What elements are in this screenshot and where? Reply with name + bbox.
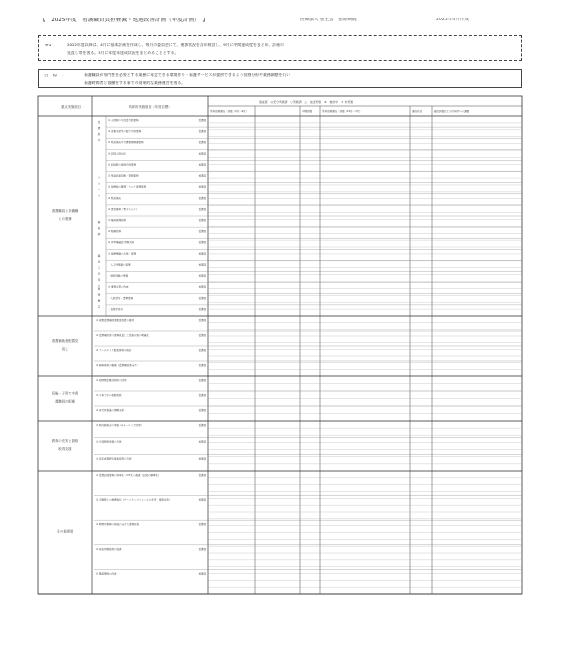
item-text: ・透析回路の準備	[108, 274, 129, 278]
dept-tag: 看護部	[198, 196, 206, 200]
item-text: ② 子育て中の夜勤免除	[96, 394, 122, 397]
item-text: ⑤ 職場環境の改善	[96, 572, 117, 576]
sub-label: 職	[97, 299, 101, 303]
item-text: ④ 有給休暇取得の促進	[96, 547, 122, 551]
sub-label: 剤	[97, 227, 101, 230]
dept-tag: 看護部	[198, 185, 206, 189]
page-title: 【 2025年度 看護職員負担軽減・処遇改善計画（年度計画） 】	[40, 18, 209, 23]
item-text: ① 入院時の生活看介助業務	[108, 119, 139, 122]
dept-tag: 看護部	[198, 394, 206, 397]
item-text: ③ 認定看護師等資格取得の支援	[96, 457, 132, 461]
item-text: ③ 物品補充	[108, 196, 122, 200]
dept-tag: 看護部	[198, 440, 206, 444]
dept-tag: 看護部	[198, 364, 206, 367]
header-legend: 達成度 ◎充分実施済 ○実施済 △ ほぼ実施 ⑥ 検討中 ✕ 未実施	[259, 100, 354, 104]
sub-label: 学	[97, 272, 101, 276]
item-text: ② 食事支援等の配下介助業務	[108, 130, 142, 134]
item-text: ② 多職種との連携強化（チームカンファレンスの充実・情報共有）	[96, 498, 172, 502]
dept-tag: 看護部	[198, 285, 206, 289]
dept-tag: 看護部	[198, 307, 206, 311]
dept-tag: 看護部	[198, 457, 206, 461]
dept-tag: 看護部	[198, 349, 206, 352]
group-label: その他事項	[56, 529, 74, 534]
item-text: ③ 育児休業後の復職支援	[96, 409, 125, 412]
item-text: ② 看護補助者の業務見直しと役割分担の明確化	[96, 334, 150, 337]
notice-line-1: 2022年度以降は、4月に基本計画を作成し、毎月の委員会にて、進捗状況を含め検討し、9月に中間達成度をまとめ、計画の	[67, 43, 284, 47]
dept-tag: 看護部	[198, 263, 206, 267]
organization-name: 医療法人 慈生会 慈原病院	[300, 18, 357, 22]
item-text: ③ 時間外勤務の削減に向けた業務改善	[96, 523, 140, 527]
item-text: ① 短時間正職員制度の活用	[96, 379, 127, 382]
sub-label: 事	[97, 287, 101, 291]
sub-label: 務	[97, 293, 101, 297]
group-label: 教育の充実と資格	[51, 439, 79, 443]
item-text: ① 薬剤管理指導	[108, 219, 127, 222]
group-label: 看護職員と多職種	[51, 209, 79, 213]
sub-label: 員	[97, 305, 101, 309]
item-text: ③ 物品補充や介護業務関連業務	[108, 141, 144, 145]
sub-label: 護	[97, 127, 101, 130]
dept-tag: 看護部	[198, 334, 206, 337]
dept-tag: 看護部	[198, 141, 206, 145]
dept-tag: 看護部	[198, 130, 206, 134]
dept-tag: 看護部	[198, 174, 206, 178]
group-label: 護職員の配慮	[55, 399, 75, 404]
item-text: ③ 持参薬確認 情報共有	[108, 241, 135, 245]
item-text: ⑤ 回診時の医師介助業務	[108, 163, 137, 167]
group-label: 看護補助者配置見	[51, 339, 79, 343]
dept-tag: 看護部	[198, 572, 206, 576]
dept-tag: 看護部	[198, 163, 206, 167]
sub-label: 師	[97, 233, 101, 236]
dept-tag: 看護部	[198, 219, 206, 222]
table-frame	[38, 96, 522, 594]
dept-tag: 看護部	[198, 152, 206, 156]
sub-label: 看	[97, 121, 101, 124]
dept-tag: 看護部	[198, 252, 206, 256]
sub-label: 助	[97, 133, 101, 136]
dept-tag: 看護部	[198, 296, 206, 300]
sub-label: 床	[97, 260, 101, 264]
item-text: ② 服薬指導	[108, 230, 122, 234]
sub-label: ク	[97, 194, 101, 198]
item-text: ① 夜間看護補助者配置加算の維持	[96, 319, 135, 322]
dept-tag: 看護部	[198, 424, 206, 427]
item-text: ① 院内研修会の実施（eラーニング活用）	[96, 424, 144, 427]
group-label: 直し	[61, 347, 69, 351]
item-text: ③ ナースエイド配置体制の検討	[96, 349, 132, 352]
item-text: ④ 研修体制の整備（看護補助者向け）	[96, 364, 140, 367]
sub-label: 臨	[97, 254, 101, 258]
group-label: 取得支援	[58, 447, 72, 451]
goal-label: 目 標 ：	[44, 74, 66, 78]
header-q4: 達成状況	[412, 110, 423, 113]
sub-label: 手	[97, 139, 101, 142]
goal-line-1: 看護職員が専門性を必要とする業務に専念できる環境作り・看護サービスが提供できるよう役割分担や業務調整を行い	[84, 73, 291, 77]
dept-tag: 看護部	[198, 241, 206, 245]
dept-tag: 看護部	[198, 230, 206, 234]
sub-label: ラ	[97, 182, 101, 186]
sub-label: ク	[97, 176, 101, 180]
notice-label: ※1	[45, 44, 52, 48]
dept-tag: 看護部	[198, 409, 206, 412]
header-q3: 具体目標達成・評価（10月〜3月）	[322, 110, 362, 113]
dept-tag: 看護部	[198, 319, 206, 322]
item-text: ① 事務文書の作成	[108, 285, 129, 289]
item-text: ① 看護記録業務の効率化・ICT化の推進（記録の標準化）	[96, 474, 161, 477]
dept-tag: 看護部	[198, 274, 206, 278]
item-text: ② 外部研修受講の支援	[96, 440, 122, 444]
sub-label: 薬	[97, 221, 101, 224]
item-text: ・各種手続き	[108, 307, 124, 311]
item-text: ① 検査結果印刷・書類業務	[108, 174, 139, 178]
dept-tag: 看護部	[198, 119, 206, 122]
dept-tag: 看護部	[198, 474, 206, 477]
item-text: ② 診療録の整理・カルテ管理業務	[108, 185, 147, 189]
group-label: 妊娠・子育て中看	[51, 391, 79, 396]
item-text: 人工呼吸器の管理	[108, 263, 131, 267]
sub-label: 士	[97, 284, 101, 288]
header-q1: 具体目標達成・評価（4月〜9月）	[210, 110, 249, 113]
dept-tag: 看護部	[198, 207, 206, 211]
header-content: 具体的実施項目（年度目標）	[128, 105, 172, 109]
created-date: 2025年4月作成	[436, 18, 469, 22]
dept-tag: 看護部	[198, 379, 206, 382]
group-label: との業務	[58, 217, 72, 221]
sub-label: 技	[97, 278, 101, 282]
dept-tag: 看護部	[198, 547, 206, 551]
item-text: ① 医療機器の点検・管理	[108, 252, 137, 256]
item-text: ④ 患者誘導（電子カルテ）	[108, 207, 139, 211]
goal-line-2: 看護時間者と協働をする事での効果的な業務運営を図る。	[84, 81, 186, 85]
sub-label: ー	[97, 188, 101, 192]
sub-label: 工	[97, 266, 101, 270]
dept-tag: 看護部	[198, 523, 206, 527]
item-text: ④ 訪問入院対応	[108, 152, 127, 156]
item-text: ・入院受付・書類業務	[108, 296, 134, 300]
header-category: 重点実施項目	[61, 105, 81, 109]
header-q2: 中間評価	[302, 110, 313, 113]
dept-tag: 看護部	[198, 498, 206, 502]
header-q5: 最終評価および次年度への課題	[434, 110, 470, 113]
notice-line-2: 見直し等を図る。3月に年度末達成状況をまとめることとする。	[67, 51, 179, 55]
